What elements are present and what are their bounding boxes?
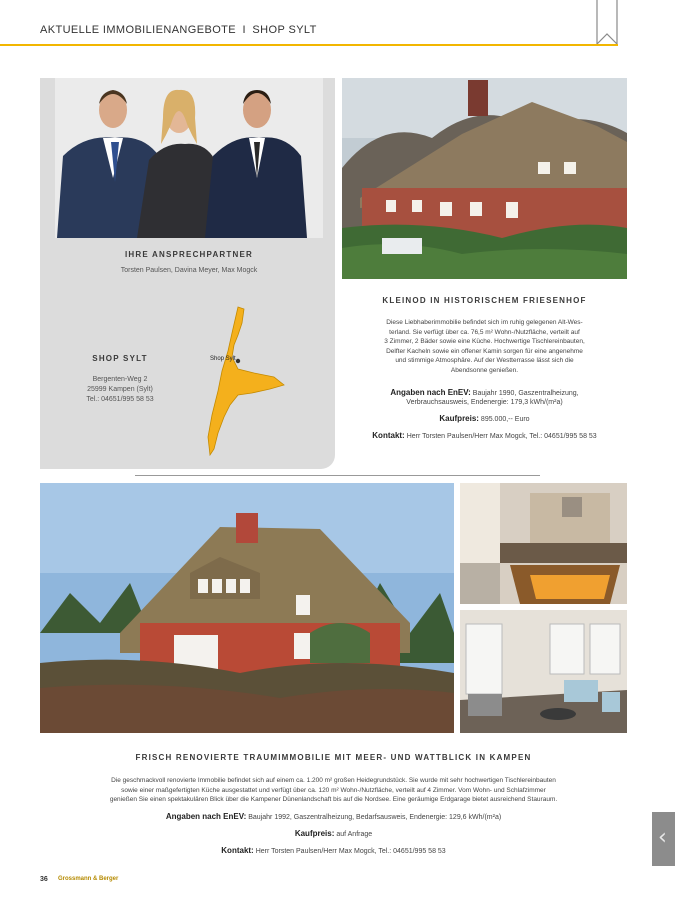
listing2-energy-label: Angaben nach EnEV: [165, 812, 247, 821]
listing1-desc-line: 3 Zimmer, 2 Bäder sowie eine Küche. Hochwertige Tischlereinbauten, [384, 338, 585, 345]
listing1-description [342, 318, 627, 375]
house-photo-1 [342, 78, 627, 279]
section-header [40, 24, 317, 36]
listing2-desc-line: Die geschmackvoll renovierte Immobilie befindet sich auf einem ca. 1.200 m² großen Heidegrundstück. Sie wurde mit sehr hochwertigen Tischlereinbauten [111, 777, 556, 784]
shop-phone: Tel.: 04651/995 58 53 [86, 396, 154, 403]
shop-location-marker [236, 359, 240, 363]
sylt-island [208, 307, 284, 455]
listing1-price-label: Kaufpreis: [439, 414, 479, 423]
map-label: Shop Sylt [210, 356, 236, 362]
listing2-energy-value: Baujahr 1992, Gaszentralheizung, Bedarfsausweis, Endenergie: 129,6 kWh/(m²a) [248, 814, 502, 821]
contact-names: Torsten Paulsen, Davina Meyer, Max Mogck [120, 267, 258, 274]
bookmark-icon[interactable] [596, 0, 618, 44]
listing1-desc-line: und stimmige Atmosphäre. Auf der Westterrasse lässt sich die [395, 357, 574, 364]
prev-page-button[interactable] [652, 812, 675, 866]
header-subtitle: SHOP SYLT [252, 24, 317, 36]
header-separator: I [242, 24, 246, 36]
listing2-description [40, 776, 627, 805]
sylt-map [198, 305, 293, 460]
listing1-energy-label: Angaben nach EnEV: [390, 388, 471, 397]
listing1-contact-value: Herr Torsten Paulsen/Herr Max Mogck, Tel.: 04651/995 58 53 [406, 433, 597, 440]
listing1-price-value: 895.000,-- Euro [480, 416, 530, 423]
shop-address-1: Bergenten-Weg 2 [92, 376, 148, 383]
listing1-energy [342, 388, 627, 397]
listing2-energy [40, 812, 627, 821]
listing2-price-value: auf Anfrage [336, 831, 373, 838]
listing2-desc-line: genießen Sie einen spektakulären Blick über die Kampener Dünenlandschaft bis auf die Nordsee. Eine geräumige Erdgarage bietet ausreichend Stauraum. [109, 796, 558, 803]
kitchen-photo [460, 483, 627, 604]
team-photo [55, 78, 323, 238]
listing2-price-label: Kaufpreis: [294, 829, 335, 838]
listing2-contact-value: Herr Torsten Paulsen/Herr Max Mogck, Tel.: 04651/995 58 53 [255, 848, 446, 855]
listing1-heading: KLEINOD IN HISTORISCHEM FRIESENHOF [382, 296, 587, 305]
listing2-contact-label: Kontakt: [221, 846, 254, 855]
listing1-desc-line: terland. Sie verfügt über ca. 76,5 m² Wohn-/Nutzfläche, verteilt auf [389, 328, 580, 336]
listing2-contact [40, 846, 627, 855]
header-rule [0, 44, 618, 46]
header-title: AKTUELLE IMMOBILIENANGEBOTE [40, 24, 237, 36]
listing1-contact [342, 431, 627, 440]
living-room-photo [460, 610, 627, 733]
listing2-desc-line: sowie einer maßgefertigten Küche ausgestattet und verfügt über ca. 120 m² Wohn-/Nutzfläche, verteilt auf 4 Zimmer. Vom Wohn- und Schlafzimmer [121, 786, 546, 794]
shop-heading: SHOP SYLT [92, 354, 148, 363]
shop-address-2: 25999 Kampen (Sylt) [87, 386, 153, 393]
listing1-desc-line: Delfter Kacheln sowie ein offener Kamin sorgen für eine angenehme [386, 347, 583, 355]
house-photo-2 [40, 483, 454, 733]
listing1-energy-line1: Baujahr 1990, Gaszentralheizung, [472, 390, 579, 397]
listing2-heading: FRISCH RENOVIERTE TRAUMIMMOBILIE MIT MEER- UND WATTBLICK IN KAMPEN [135, 753, 532, 762]
listing1-desc-line: Diese Liebhaberimmobilie befindet sich im ruhig gelegenen Alt-Wes- [386, 319, 583, 326]
listing2-price [40, 829, 627, 838]
section-divider [135, 475, 540, 476]
listing1-contact-label: Kontakt: [372, 431, 405, 440]
page-number: 36 [40, 876, 48, 883]
listing1-desc-line: Abendsonne genießen. [450, 366, 519, 374]
listing1-price [342, 414, 627, 423]
brand-logo: Grossmann & Berger [58, 876, 119, 882]
contact-heading: IHRE ANSPRECHPARTNER [124, 250, 253, 259]
listing1-energy-line2: Verbrauchsausweis, Endenergie: 179,3 kWh/(m²a) [406, 399, 563, 406]
chevron-left-icon: ‹ [658, 825, 667, 850]
